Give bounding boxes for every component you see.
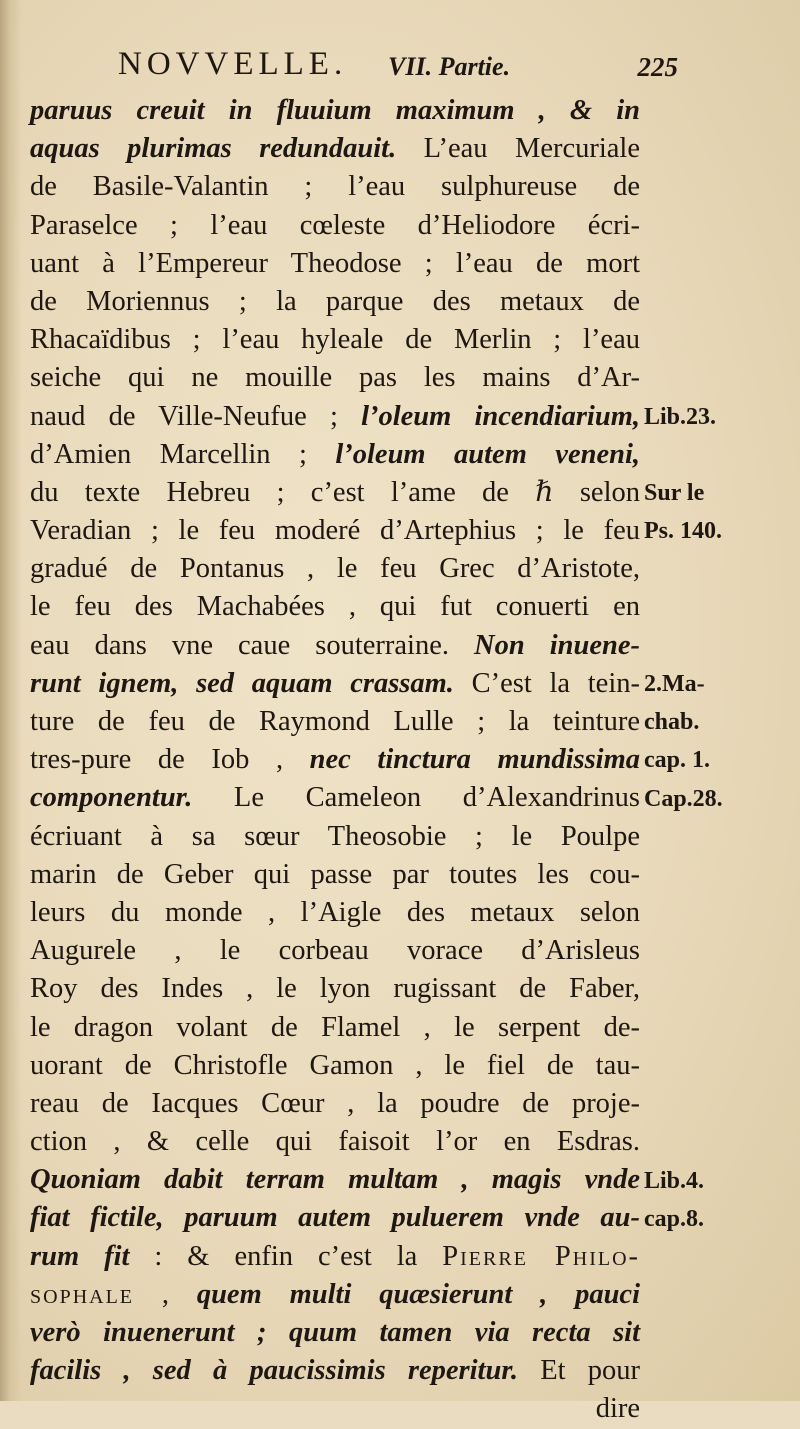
margin-note: chab. bbox=[644, 709, 700, 736]
text-line bbox=[30, 1123, 640, 1161]
text-line bbox=[30, 207, 640, 245]
text-segment: Veradian ; le feu moderé d’Artephius ; le feu bbox=[30, 515, 640, 547]
text-segment: leurs du monde , l’Aigle des metaux selon bbox=[30, 896, 640, 928]
text-segment: Roy des Indes , le lyon rugissant de Faber, bbox=[30, 973, 640, 1005]
text-segment: Paraselce ; l’eau cœleste d’Heliodore écri- bbox=[30, 209, 640, 241]
text-segment: C’est la tein- bbox=[453, 667, 640, 699]
text-segment: Quoniam dabit terram multam , magis vnde bbox=[30, 1164, 640, 1196]
text-segment: ction , & celle qui faisoit l’or en Esdras. bbox=[30, 1126, 640, 1158]
page-header bbox=[118, 46, 678, 92]
text-segment: tres-pure de Iob , bbox=[30, 744, 310, 776]
text-line bbox=[30, 474, 640, 512]
text-line bbox=[30, 550, 640, 588]
text-segment: l’oleum incendiarium, bbox=[361, 400, 640, 432]
margin-note: 2.Ma- bbox=[644, 671, 705, 697]
text-segment: l’oleum autem veneni, bbox=[335, 438, 640, 470]
text-line bbox=[30, 665, 640, 703]
text-segment: eau dans vne caue souterraine. bbox=[30, 629, 475, 661]
text-line bbox=[30, 1276, 640, 1314]
text-segment: d’Amien Marcellin ; bbox=[30, 438, 336, 470]
text-line bbox=[30, 1352, 640, 1390]
running-title: NOVVELLE. bbox=[118, 46, 348, 82]
text-line bbox=[30, 283, 640, 321]
text-segment: Le Cameleon d’Alexandrinus bbox=[192, 782, 640, 814]
text-segment: Et pour bbox=[517, 1355, 640, 1387]
text-line bbox=[30, 1199, 640, 1237]
text-line bbox=[30, 932, 640, 970]
text-line bbox=[30, 703, 640, 741]
body-text bbox=[30, 92, 640, 1429]
text-segment: fiat fictile, paruum autem puluerem vnde au- bbox=[30, 1202, 640, 1234]
text-line bbox=[30, 1085, 640, 1123]
page-number: 225 bbox=[637, 52, 678, 82]
text-segment: gradué de Pontanus , le feu Grec d’Aristote, bbox=[30, 553, 640, 585]
text-line bbox=[30, 970, 640, 1008]
margin-note: Lib.4. bbox=[644, 1167, 705, 1194]
text-line bbox=[30, 321, 640, 359]
text-segment: reau de Iacques Cœur , la poudre de proje- bbox=[30, 1087, 640, 1119]
text-segment: naud de Ville-Neufue ; bbox=[30, 400, 362, 432]
page-binding-edge bbox=[0, 0, 22, 1401]
margin-note: Sur le bbox=[644, 480, 705, 506]
text-line bbox=[30, 436, 640, 474]
text-segment: Rhacaïdibus ; l’eau hyleale de Merlin ; l’eau bbox=[30, 324, 640, 356]
part-label: VII. Partie. bbox=[388, 52, 511, 81]
text-line bbox=[30, 894, 640, 932]
text-line bbox=[30, 1047, 640, 1085]
text-segment: componentur. bbox=[30, 782, 193, 814]
text-segment: verò inuenerunt ; quum tamen via recta sit bbox=[30, 1317, 640, 1348]
text-line bbox=[30, 1390, 640, 1428]
text-line bbox=[30, 398, 640, 436]
text-segment: ture de feu de Raymond Lulle ; la teinture bbox=[30, 706, 640, 737]
text-segment: uorant de Christofle Gamon , le fiel de tau- bbox=[30, 1049, 640, 1081]
text-line bbox=[30, 779, 640, 817]
text-line bbox=[30, 92, 640, 130]
text-segment: quem multi quæsierunt , pauci bbox=[196, 1278, 640, 1310]
text-segment: du texte Hebreu ; c’est l’ame de ℏ selon bbox=[30, 476, 640, 508]
margin-note: Lib.23. bbox=[644, 403, 717, 430]
text-segment: uant à l’Empereur Theodose ; l’eau de mort bbox=[30, 247, 640, 279]
text-segment: , bbox=[134, 1278, 197, 1310]
text-segment: le feu des Machabées , qui fut conuerti en bbox=[30, 591, 640, 623]
text-line bbox=[30, 1238, 640, 1276]
text-segment: de Moriennus ; la parque des metaux de bbox=[30, 285, 640, 317]
text-line bbox=[30, 168, 640, 206]
margin-note: cap.8. bbox=[644, 1205, 704, 1232]
text-segment: paruus creuit in fluuium maximum , & in bbox=[30, 95, 640, 126]
text-segment: facilis , sed à paucissimis reperitur. bbox=[30, 1355, 518, 1387]
text-segment: runt ignem, sed aquam crassam. bbox=[30, 667, 454, 699]
text-segment: rum fit bbox=[30, 1240, 130, 1272]
text-segment: le dragon volant de Flamel , le serpent de- bbox=[30, 1011, 640, 1043]
text-segment: dire bbox=[595, 1393, 640, 1425]
text-segment: aquas plurimas redundauit. bbox=[30, 133, 397, 165]
text-line bbox=[30, 588, 640, 626]
text-line bbox=[30, 856, 640, 894]
text-segment: marin de Geber qui passe par toutes les cou- bbox=[30, 858, 640, 890]
text-line bbox=[30, 359, 640, 397]
text-segment: écriuant à sa sœur Theosobie ; le Poulpe bbox=[30, 820, 640, 852]
text-line bbox=[30, 627, 640, 665]
text-line bbox=[30, 512, 640, 550]
text-line bbox=[30, 1009, 640, 1047]
margin-note: Cap.28. bbox=[644, 785, 723, 812]
text-segment: nec tinctura mundissima bbox=[309, 744, 641, 776]
text-line bbox=[30, 130, 640, 168]
text-line bbox=[30, 818, 640, 856]
text-segment: Pierre Philo- bbox=[442, 1240, 641, 1272]
text-segment: : & enfin c’est la bbox=[129, 1240, 443, 1272]
text-line bbox=[30, 741, 640, 779]
text-segment: sophale bbox=[30, 1278, 135, 1310]
text-line bbox=[30, 1161, 640, 1199]
text-segment: seiche qui ne mouille pas les mains d’Ar- bbox=[30, 362, 640, 394]
margin-note: Ps. 140. bbox=[644, 518, 722, 545]
text-line bbox=[30, 245, 640, 283]
text-segment: de Basile-Valantin ; l’eau sulphureuse de bbox=[30, 171, 640, 203]
margin-note: cap. 1. bbox=[644, 747, 710, 774]
text-line bbox=[30, 1314, 640, 1352]
text-segment: Augurele , le corbeau vorace d’Arisleus bbox=[30, 935, 640, 967]
text-segment: Non inuene- bbox=[474, 629, 640, 661]
text-segment: L’eau Mercuriale bbox=[396, 133, 641, 165]
